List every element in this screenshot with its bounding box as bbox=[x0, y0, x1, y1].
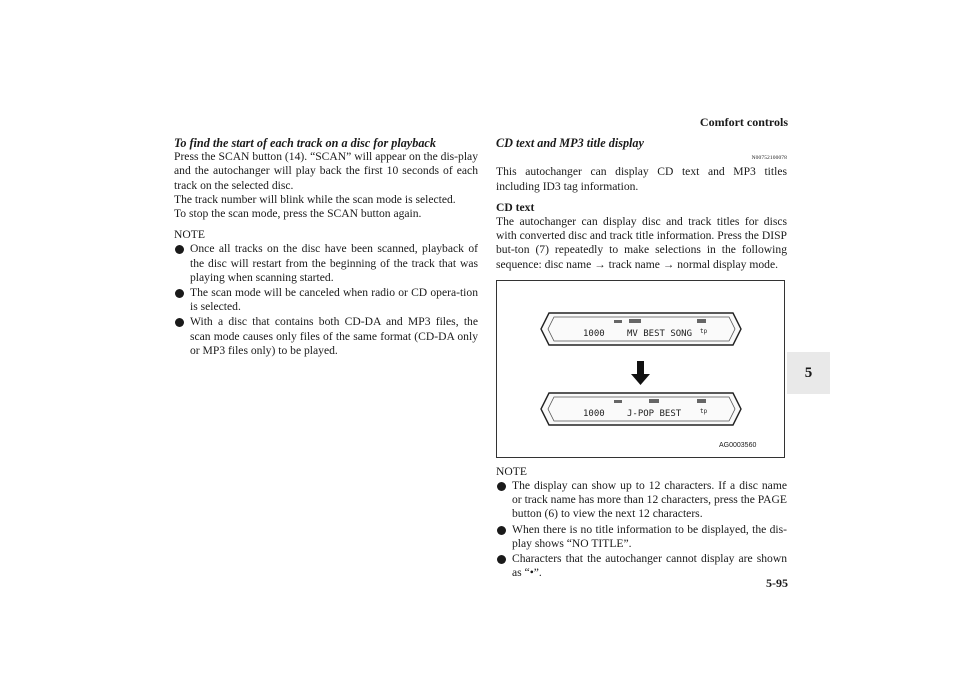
left-column bbox=[174, 136, 478, 359]
note-label: NOTE bbox=[496, 464, 527, 478]
bullet-icon bbox=[175, 245, 184, 254]
note-text: Once all tracks on the disc have been scanned, playback of the disc will restart from the beginning of the track that was playing when scanning started. bbox=[190, 242, 478, 284]
bullet-icon bbox=[497, 482, 506, 491]
bullet-icon bbox=[175, 289, 184, 298]
cd-text-paragraph: The autochanger can display disc and track titles for discs with converted disc and track title information. Press the DISP but-ton (7) repeatedly to make selections in the following sequence: disc name → track name → normal display mode. bbox=[496, 215, 787, 271]
display-illustration bbox=[497, 281, 784, 457]
note-list bbox=[496, 479, 787, 580]
display-bottom-title: J-POP BEST bbox=[627, 408, 682, 419]
right-column bbox=[496, 136, 787, 581]
note-list bbox=[174, 242, 478, 358]
note-item bbox=[174, 315, 478, 358]
display-top-indicator: tp bbox=[700, 327, 708, 335]
note-item bbox=[174, 286, 478, 314]
note-text: When there is no title information to be displayed, the dis-play shows “NO TITLE”. bbox=[512, 522, 787, 550]
section-code: N00752100078 bbox=[751, 155, 787, 162]
page-header-title: Comfort controls bbox=[699, 115, 788, 129]
display-bottom-number: 1000 bbox=[583, 408, 605, 419]
section-heading-cd-text: CD text and MP3 title display bbox=[496, 136, 644, 150]
display-panel-top bbox=[541, 313, 741, 345]
note-text: The display can show up to 12 characters. If a disc name or track name has more than 12 characters, press the PAGE button (6) to view the next 12 characters. bbox=[512, 479, 787, 521]
scan-paragraph-2: The track number will blink while the scan mode is selected. bbox=[174, 192, 456, 206]
note-label: NOTE bbox=[174, 228, 205, 242]
bullet-icon bbox=[497, 526, 506, 535]
scan-paragraph-1: Press the SCAN button (14). “SCAN” will appear on the dis-play and the autochanger will play back the first 10 seconds of each track on the selected disc. bbox=[174, 150, 478, 192]
note-item bbox=[496, 479, 787, 522]
chapter-tab bbox=[787, 352, 830, 394]
note-item bbox=[496, 552, 787, 580]
chapter-number: 5 bbox=[804, 364, 813, 381]
display-bottom-indicator: tp bbox=[700, 407, 708, 415]
note-item bbox=[496, 523, 787, 551]
down-arrow-icon bbox=[631, 361, 650, 385]
bullet-icon bbox=[175, 318, 184, 327]
scan-paragraph-3: To stop the scan mode, press the SCAN button again. bbox=[174, 207, 422, 221]
note-text: With a disc that contains both CD-DA and MP3 files, the scan mode causes only files of the same format (CD-DA only or MP3 files only) to be played. bbox=[190, 315, 478, 357]
display-panel-bottom bbox=[541, 393, 741, 425]
note-text: Characters that the autochanger cannot display are shown as “•”. bbox=[512, 552, 787, 580]
display-figure bbox=[496, 280, 785, 458]
note-item bbox=[174, 242, 478, 285]
section-heading-row bbox=[496, 136, 787, 150]
display-top-title: MV BEST SONG bbox=[627, 328, 693, 339]
section-heading-scan: To find the start of each track on a disc for playback bbox=[174, 136, 436, 150]
bullet-icon bbox=[497, 555, 506, 564]
figure-code: AG0003560 bbox=[719, 441, 757, 449]
note-text: The scan mode will be canceled when radio or CD opera-tion is selected. bbox=[190, 286, 478, 314]
cd-text-intro: This autochanger can display CD text and MP3 titles including ID3 tag information. bbox=[496, 165, 787, 193]
subheading-cd-text: CD text bbox=[496, 200, 535, 214]
page-number: 5-95 bbox=[766, 576, 788, 590]
heading-code-row bbox=[496, 149, 787, 165]
display-top-number: 1000 bbox=[583, 328, 605, 339]
